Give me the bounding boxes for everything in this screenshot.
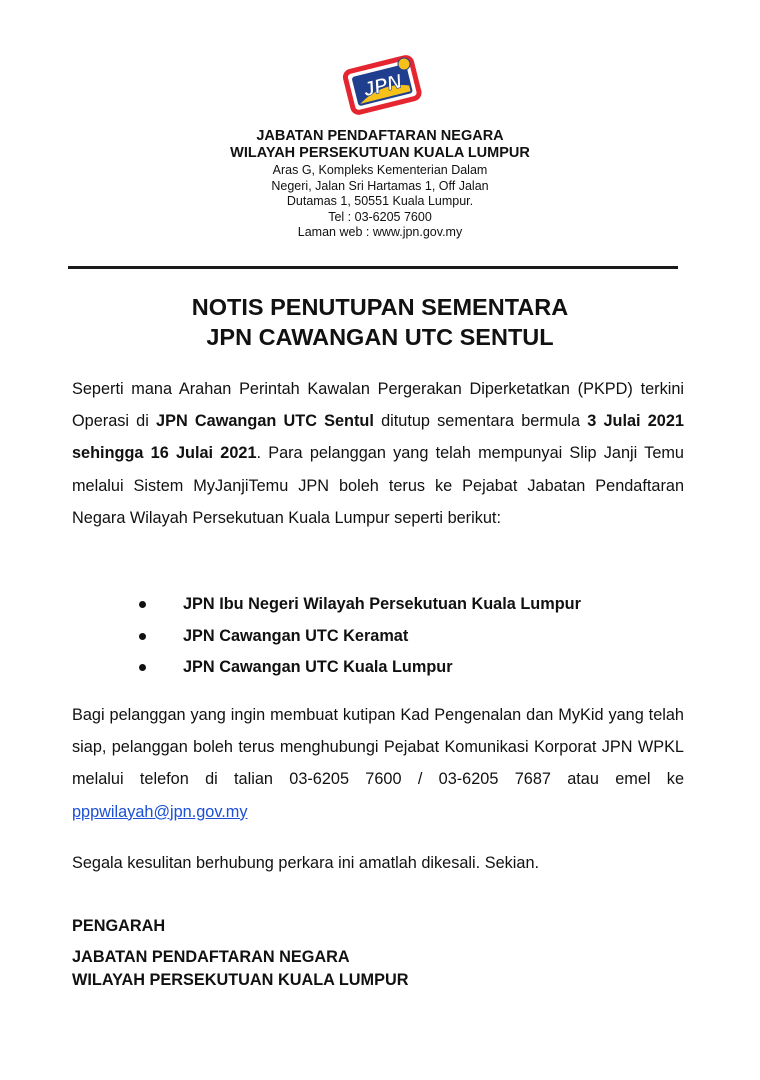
org-name-line2: WILAYAH PERSEKUTUAN KUALA LUMPUR (230, 145, 530, 161)
closing-paragraph: Segala kesulitan berhubung perkara ini amatlah dikesali. Sekian. (72, 854, 540, 872)
intro-paragraph (72, 373, 684, 534)
contact-paragraph (72, 699, 684, 828)
closure-dates: 3 Julai 2021 sehingga 16 Julai 2021 (72, 412, 684, 463)
letterhead (0, 128, 760, 241)
intro-text-2: ditutup sementara bermula (373, 412, 588, 431)
list-item (0, 589, 760, 621)
email-link[interactable]: pppwilayah@jpn.gov.my (72, 802, 248, 821)
branch-item-label: JPN Cawangan UTC Keramat (183, 626, 409, 645)
address-line2: Negeri, Jalan Sri Hartamas 1, Off Jalan (271, 178, 489, 193)
bullet-icon (139, 633, 146, 640)
title-line1: NOTIS PENUTUPAN SEMENTARA (191, 294, 569, 320)
website: Laman web : www.jpn.gov.my (297, 225, 463, 240)
bullet-icon (139, 601, 146, 608)
signatory-role: PENGARAH (72, 917, 166, 935)
branch-name: JPN Cawangan UTC Sentul (156, 412, 374, 431)
intro-text-1: Seperti mana Arahan Perintah Kawalan Pergerakan Diperketatkan (PKPD) terkini Operasi di (72, 380, 684, 431)
signatory-org-line2: WILAYAH PERSEKUTUAN KUALA LUMPUR (72, 971, 409, 989)
address-line1: Aras G, Kompleks Kementerian Dalam (272, 163, 488, 177)
jpn-logo (334, 52, 430, 116)
org-name-line1: JABATAN PENDAFTARAN NEGARA (256, 128, 504, 144)
contact-text: Bagi pelanggan yang ingin membuat kutipan Kad Pengenalan dan MyKid yang telah siap, pelanggan boleh terus menghubungi Pejabat Komunikasi Korporat JPN WPKL melalui telefon di talian 03-6205 7600 / 03-6205 7687 atau emel ke (72, 706, 684, 789)
logo-star-icon (398, 58, 410, 70)
bullet-icon (139, 664, 146, 671)
branch-list (0, 589, 760, 684)
header-divider (68, 266, 678, 269)
notice-title (0, 292, 760, 352)
address-line3: Dutamas 1, 50551 Kuala Lumpur. (286, 194, 474, 209)
signature-block (72, 915, 684, 993)
intro-text-3: . Para pelanggan yang telah mempunyai Slip Janji Temu melalui Sistem MyJanjiTemu JPN boleh terus ke Pejabat Jabatan Pendaftaran Negara Wilayah Persekutuan Kuala Lumpur seperti berikut: (72, 444, 684, 527)
signatory-org-line1: JABATAN PENDAFTARAN NEGARA (72, 947, 350, 966)
telephone: Tel : 03-6205 7600 (328, 209, 432, 224)
branch-item-label: JPN Ibu Negeri Wilayah Persekutuan Kuala Lumpur (183, 595, 581, 613)
list-item (0, 652, 760, 684)
logo-text: JPN (360, 70, 405, 102)
list-item (0, 621, 760, 653)
branch-item-label: JPN Cawangan UTC Kuala Lumpur (183, 658, 453, 676)
title-line2: JPN CAWANGAN UTC SENTUL (206, 324, 554, 350)
